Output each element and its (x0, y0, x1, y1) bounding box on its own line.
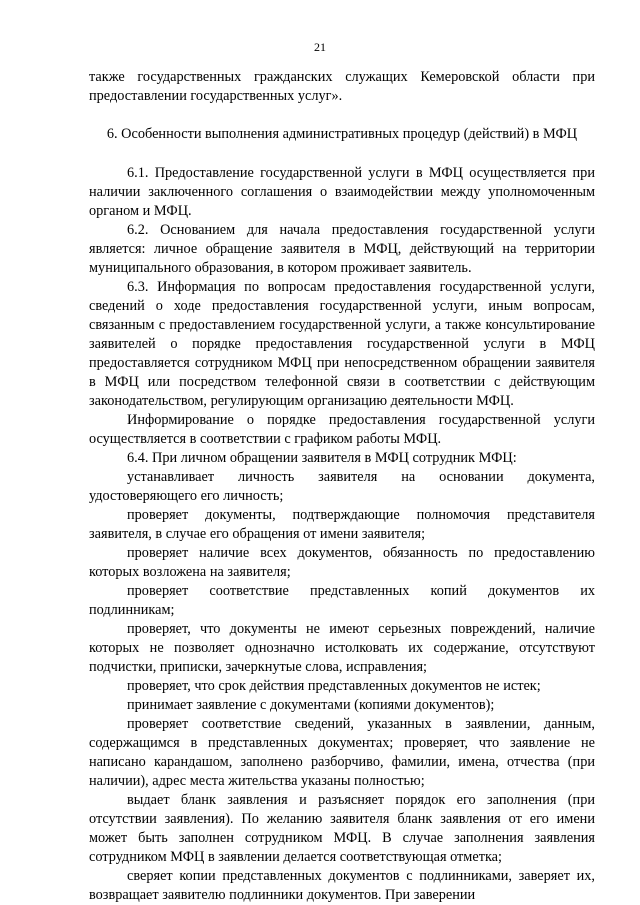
paragraph: 6.3. Информация по вопросам предоставления государственной услуги, сведений о ходе предоставления государственной услуги, иным вопросам, связанным с предоставлением государственной услуги, а также консультирование заявителей о порядке предоставления государственной услуги в МФЦ предоставляется сотрудником МФЦ при непосредственном обращении заявителя в МФЦ или посредством телефонной связи в соответствии с действующим законодательством, регулирующим организацию деятельности МФЦ. (89, 279, 595, 409)
section-heading: 6. Особенности выполнения административных процедур (действий) в МФЦ (106, 126, 578, 142)
paragraph: проверяет, что документы не имеют серьезных повреждений, наличие которых не позволяет однозначно истолковать их содержание, отсутствуют подчистки, приписки, зачеркнутые слова, исправления; (89, 621, 595, 675)
paragraph: сверяет копии представленных документов с подлинниками, заверяет их, возвращает заявителю подлинники документов. При заверении (89, 868, 595, 903)
paragraph: Информирование о порядке предоставления государственной услуги осуществляется в соответствии с графиком работы МФЦ. (89, 412, 595, 447)
paragraph: проверяет, что срок действия представленных документов не истек; (127, 678, 541, 694)
paragraph: проверяет соответствие сведений, указанных в заявлении, данным, содержащимся в представленных документах; проверяет, что заявление не написано карандашом, заполнено разборчиво, фамилии, имена, отчества (при наличии), адрес места жительства указаны полностью; (89, 716, 595, 789)
page-number: 21 (314, 40, 326, 54)
paragraph: проверяет наличие всех документов, обязанность по предоставлению которых возложена на заявителя; (89, 545, 595, 580)
paragraph: 6.2. Основанием для начала предоставления государственной услуги является: личное обращение заявителя в МФЦ, действующий на территории муниципального образования, в котором проживает заявитель. (89, 222, 595, 276)
paragraph: принимает заявление с документами (копиями документов); (127, 697, 495, 713)
paragraph: устанавливает личность заявителя на основании документа, удостоверяющего его личность; (89, 469, 595, 504)
paragraph: проверяет соответствие представленных копий документов их подлинникам; (89, 583, 595, 618)
paragraph: 6.1. Предоставление государственной услуги в МФЦ осуществляется при наличии заключенного соглашения о взаимодействии между уполномоченным органом и МФЦ. (89, 165, 595, 219)
paragraph: также государственных гражданских служащих Кемеровской области при предоставлении государственных услуг». (89, 69, 595, 104)
document-body (89, 68, 595, 905)
paragraph: выдает бланк заявления и разъясняет порядок его заполнения (при отсутствии заявления). По желанию заявителя бланк заявления от его имени может быть заполнен сотрудником МФЦ. В случае заполнения заявления сотрудником МФЦ в заявлении делается соответствующая отметка; (89, 792, 595, 865)
paragraph: проверяет документы, подтверждающие полномочия представителя заявителя, в случае его обращения от имени заявителя; (89, 507, 595, 542)
paragraph: 6.4. При личном обращении заявителя в МФЦ сотрудник МФЦ: (127, 450, 517, 466)
